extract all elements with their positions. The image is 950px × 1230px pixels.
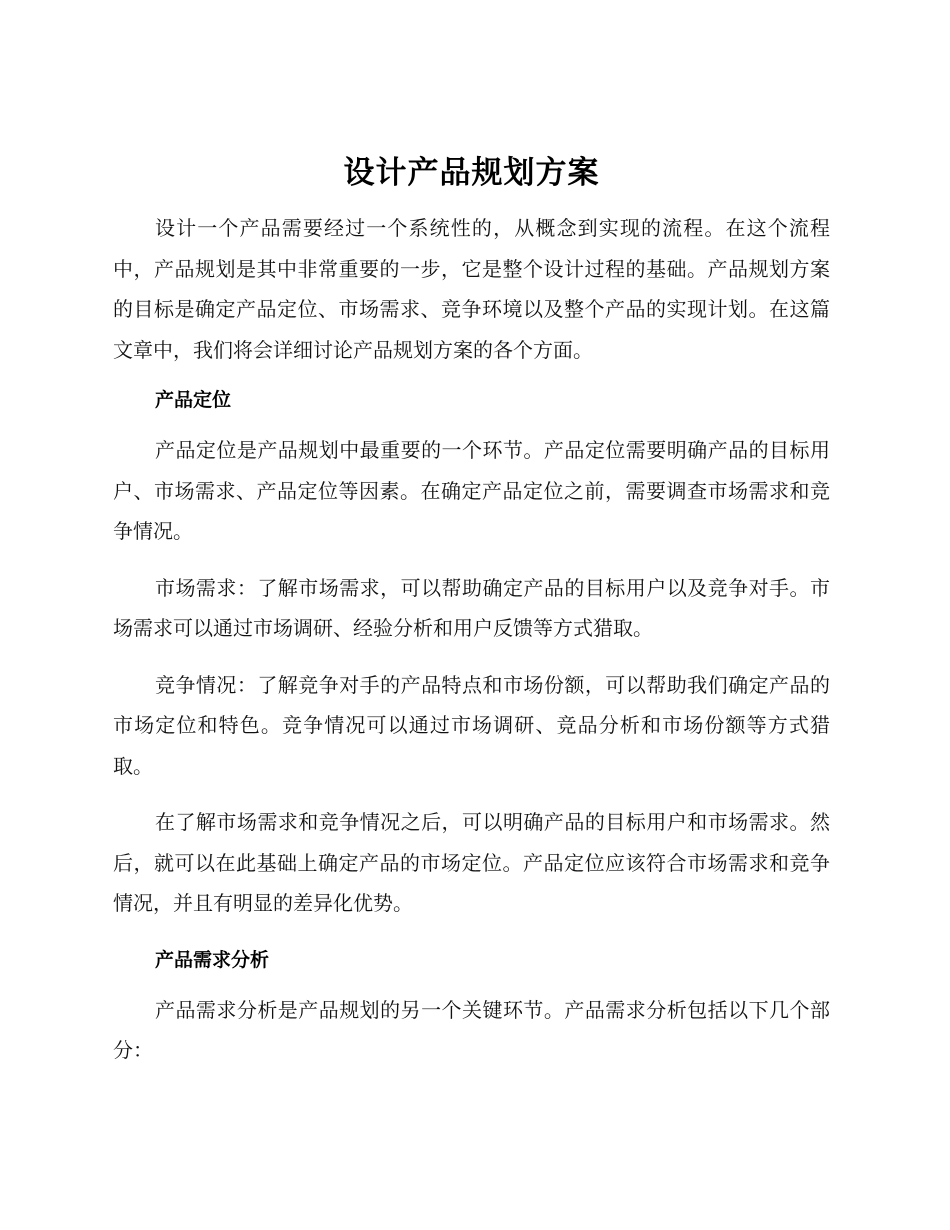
spacer xyxy=(113,786,830,802)
spacer xyxy=(113,420,830,430)
body-paragraph: 产品需求分析是产品规划的另一个关键环节。产品需求分析包括以下几个部分： xyxy=(113,997,830,1062)
spacer xyxy=(113,649,830,665)
section-requirements-analysis xyxy=(113,940,830,1071)
body-paragraph: 竞争情况：了解竞争对手的产品特点和市场份额，可以帮助我们确定产品的市场定位和特色。竞争情况可以通过市场调研、竞品分析和市场份额等方式猎取。 xyxy=(113,672,830,778)
document-title: 设计产品规划方案 xyxy=(343,155,600,191)
body-paragraph: 产品定位是产品规划中最重要的一个环节。产品定位需要明确产品的目标用户、市场需求、产品定位等因素。在确定产品定位之前，需要调查市场需求和竞争情况。 xyxy=(113,438,830,543)
section-product-positioning xyxy=(113,380,830,940)
spacer xyxy=(113,198,830,208)
body-paragraph: 市场需求：了解市场需求，可以帮助确定产品的目标用户以及竞争对手。市场需求可以通过市场调研、经验分析和用户反馈等方式猎取。 xyxy=(113,575,830,640)
intro-paragraph: 设计一个产品需要经过一个系统性的，从概念到实现的流程。在这个流程中，产品规划是其中非常重要的一步，它是整个设计过程的基础。产品规划方案的目标是确定产品定位、市场需求、竞争环境以及整个产品的实现计划。在这篇文章中，我们将会详细讨论产品规划方案的各个方面。 xyxy=(113,216,830,362)
document-page xyxy=(113,148,830,1071)
spacer xyxy=(113,980,830,990)
spacer xyxy=(113,552,830,568)
section-heading: 产品需求分析 xyxy=(155,948,270,971)
body-paragraph: 在了解市场需求和竞争情况之后，可以明确产品的目标用户和市场需求。然后，就可以在此基础上确定产品的市场定位。产品定位应该符合市场需求和竞争情况，并且有明显的差异化优势。 xyxy=(113,810,830,915)
spacer xyxy=(113,924,830,940)
section-heading: 产品定位 xyxy=(155,389,232,411)
spacer xyxy=(113,370,830,380)
